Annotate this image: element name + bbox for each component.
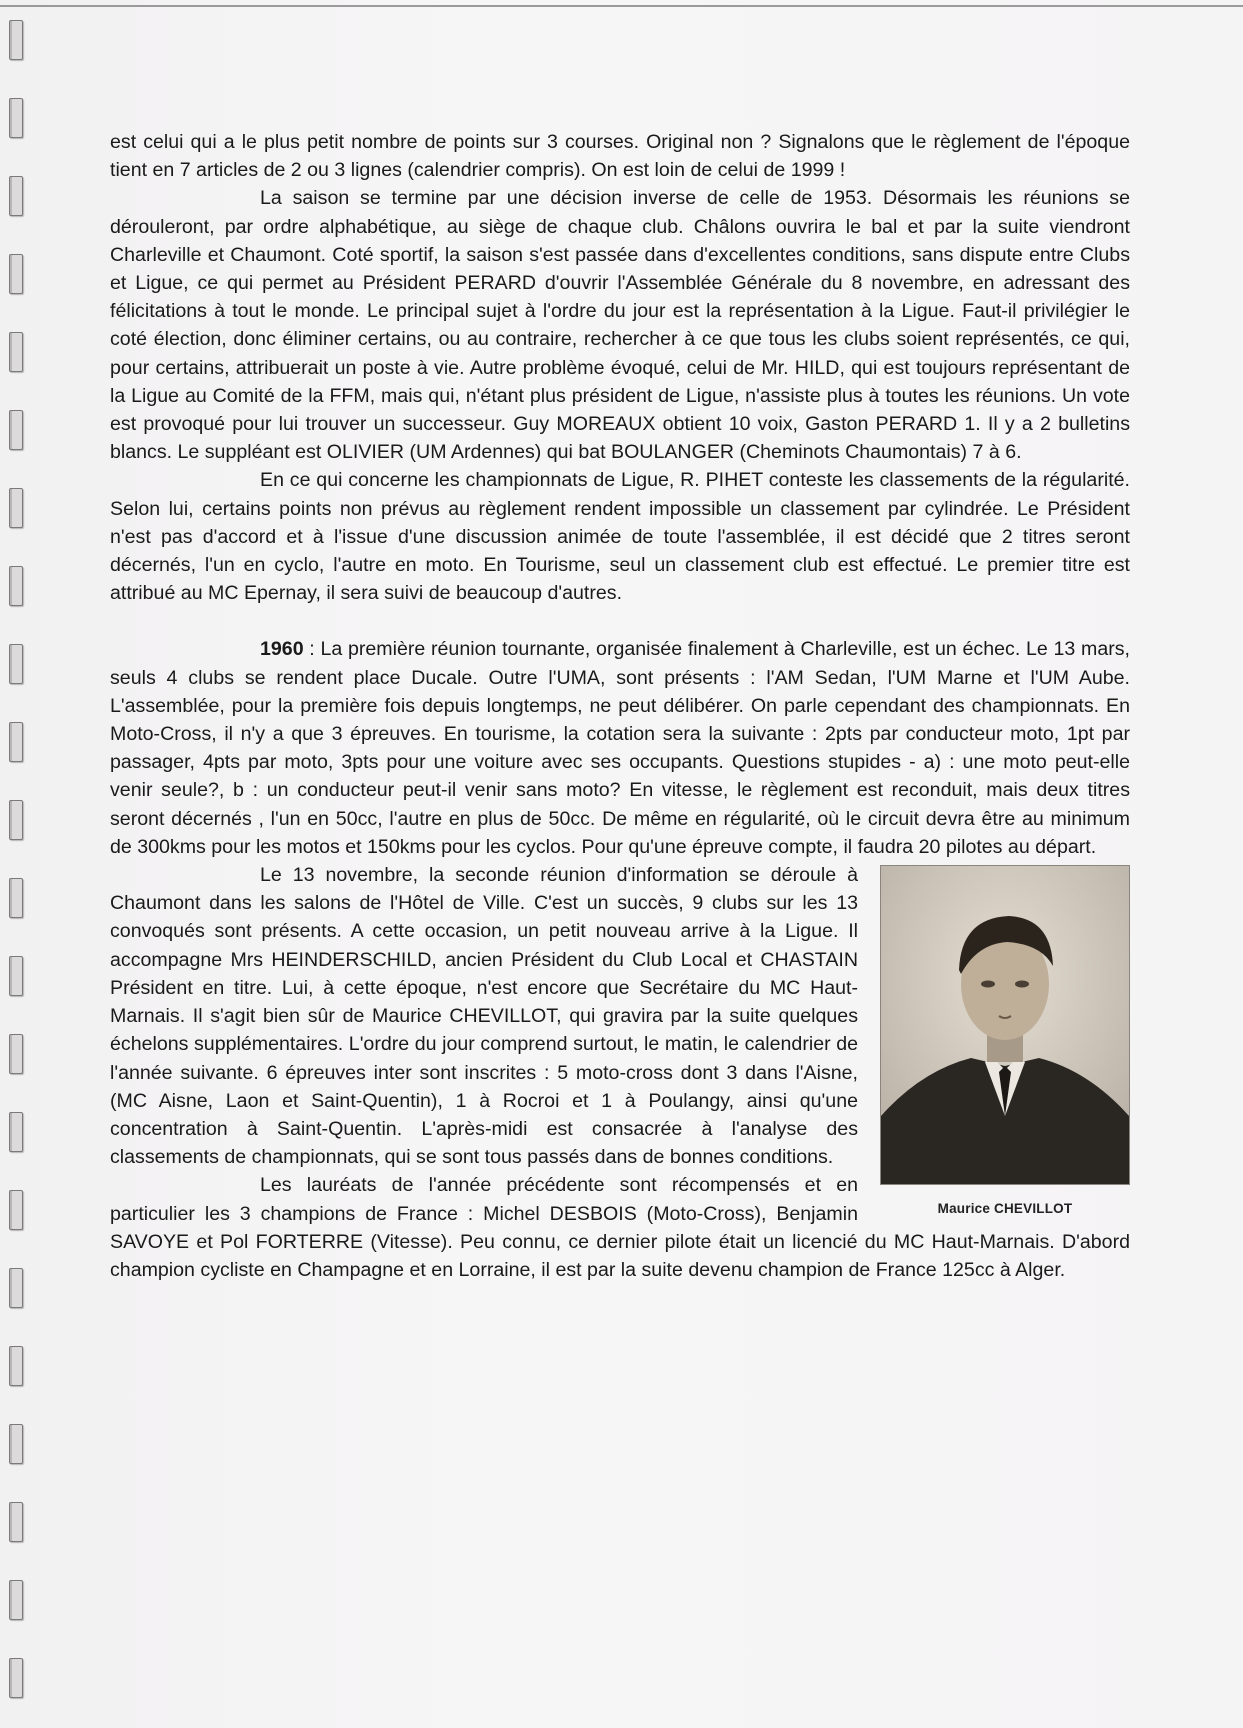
binding-hole [9, 98, 23, 138]
paragraph-gap [110, 607, 1130, 635]
photo-caption: Maurice CHEVILLOT [937, 1201, 1073, 1217]
binding-hole [9, 1346, 23, 1386]
binding-hole [9, 1268, 23, 1308]
binding-hole [9, 1424, 23, 1464]
binding-hole [9, 722, 23, 762]
portrait-photo [880, 865, 1130, 1185]
paragraph-laureates: Les lauréats de l'année précédente sont récompensés et en particulier les 3 champions de France : Michel DESBOIS (Moto-Cross), Benjamin SAVOYE et Pol FORTERRE (Vitesse). Peu connu, ce dernier pilote était un licencié du MC Haut-Marnais. D'abord champion cycliste en Champagne et en Lorraine, il est par la suite devenu champion de France 125cc à Alger. [110, 1174, 1130, 1281]
binding-hole [9, 1190, 23, 1230]
binding-hole [9, 1502, 23, 1542]
paragraph-november: Le 13 novembre, la seconde réunion d'information se déroule à Chaumont dans les salons de l'Hôtel de Ville. C'est un succès, 9 clubs sur les 13 convoqués sont présents. A cette occasion, un petit nouveau arrive à la Ligue. Il accompagne Mrs HEINDERSCHILD, ancien Président du Club Local et CHASTAIN Président en titre. Lui, à cette époque, n'est encore que Secrétaire du MC Haut-Marnais. Il s'agit bien sûr de Maurice CHEVILLOT, qui gravira par la suite quelques échelons supplémentaires. L'ordre du jour comprend surtout, le matin, le calendrier de l'année suivante. 6 épreuves inter sont inscrites : 5 moto-cross dont 3 dans l'Aisne, (MC Aisne, Laon et Saint-Quentin), 1 à Rocroi et 1 à Poulangy, ainsi qu'une concentration à Saint-Quentin. L'après-midi est consacrée à l'analyse des classements de championnats, qui se sont tous passés dans de bonnes conditions. [110, 864, 858, 1169]
binding-holes [9, 0, 29, 1728]
binding-hole [9, 800, 23, 840]
binding-hole [9, 566, 23, 606]
article-body [110, 128, 1130, 1284]
year-heading: 1960 [260, 638, 304, 661]
binding-hole [9, 1034, 23, 1074]
binding-hole [9, 410, 23, 450]
binding-hole [9, 878, 23, 918]
photo-figure [880, 865, 1130, 1223]
binding-hole [9, 1580, 23, 1620]
binding-hole [9, 332, 23, 372]
binding-hole [9, 956, 23, 996]
binding-hole [9, 20, 23, 60]
paragraph-continuation: est celui qui a le plus petit nombre de points sur 3 courses. Original non ? Signalons que le règlement de l'époque tient en 7 articles de 2 ou 3 lignes (calendrier compris). On est loin de celui de 1999 ! [110, 131, 1130, 182]
binding-hole [9, 1658, 23, 1698]
paragraph-1960-text: : La première réunion tournante, organisée finalement à Charleville, est un échec. Le 13 mars, seuls 4 clubs se rendent place Ducale. Outre l'UMA, sont présents : l'AM Sedan, l'UM Marne et l'UM Aube. L'assemblée, pour la première fois depuis longtemps, ne peut délibérer. On parle cependant des championnats. En Moto-Cross, il n'y a que 3 épreuves. En tourisme, la cotation sera la suivante : 2pts par conducteur moto, 1pt par passager, 4pts par moto, 3pts pour une voiture avec ses occupants. Questions stupides - a) : une moto peut-elle venir seule?, b : un conducteur peut-il venir sans moto? En vitesse, le règlement est reconduit, mais deux titres seront décernés , l'un en 50cc, l'autre en plus de 50cc. De même en régularité, où le circuit devra être au minimum de 300kms pour les motos et 150kms pour les cyclos. Pour qu'une épreuve compte, il faudra 20 pilotes au départ. [110, 638, 1130, 858]
top-edge-rule [0, 5, 1243, 7]
paragraph-championships: En ce qui concerne les championnats de Ligue, R. PIHET conteste les classements de la régularité. Selon lui, certains points non prévus au règlement rendent impossible un classement par cylindrée. Le Président n'est pas d'accord et à l'issue d'une discussion animée de toute l'assemblée, il est décidé que 2 titres seront décernés, l'un en cyclo, l'autre en moto. En Tourisme, seul un classement club est effectué. Le premier titre est attribué au MC Epernay, il sera suivi de beaucoup d'autres. [110, 469, 1130, 605]
binding-hole [9, 644, 23, 684]
binding-hole [9, 488, 23, 528]
binding-hole [9, 1112, 23, 1152]
paragraph-season-end: La saison se termine par une décision inverse de celle de 1953. Désormais les réunions se dérouleront, par ordre alphabétique, au siège de chaque club. Châlons ouvrira le bal et par la suite viendront Charleville et Chaumont. Coté sportif, la saison s'est passée dans d'excellentes conditions, sans dispute entre Clubs et Ligue, ce qui permet au Président PERARD d'ouvrir l'Assemblée Générale du 8 novembre, en adressant des félicitations à tout le monde. Le principal sujet à l'ordre du jour est la représentation à la Ligue. Faut-il privilégier le coté élection, donc éliminer certains, ou au contraire, rechercher à ce que tous les clubs soient représentés, ce qui, pour certains, attribuerait un poste à vie. Autre problème évoqué, celui de Mr. HILD, qui est toujours représentant de la Ligue au Comité de la FFM, mais qui, n'étant plus président de Ligue, n'assiste plus à toutes les réunions. Un vote est provoqué pour lui trouver un successeur. Guy MOREAUX obtient 10 voix, Gaston PERARD 1. Il y a 2 bulletins blancs. Le suppléant est OLIVIER (UM Ardennes) qui bat BOULANGER (Cheminots Chaumontais) 7 à 6. [110, 187, 1130, 464]
binding-hole [9, 254, 23, 294]
paragraph-1960 [110, 635, 1130, 861]
binding-hole [9, 176, 23, 216]
